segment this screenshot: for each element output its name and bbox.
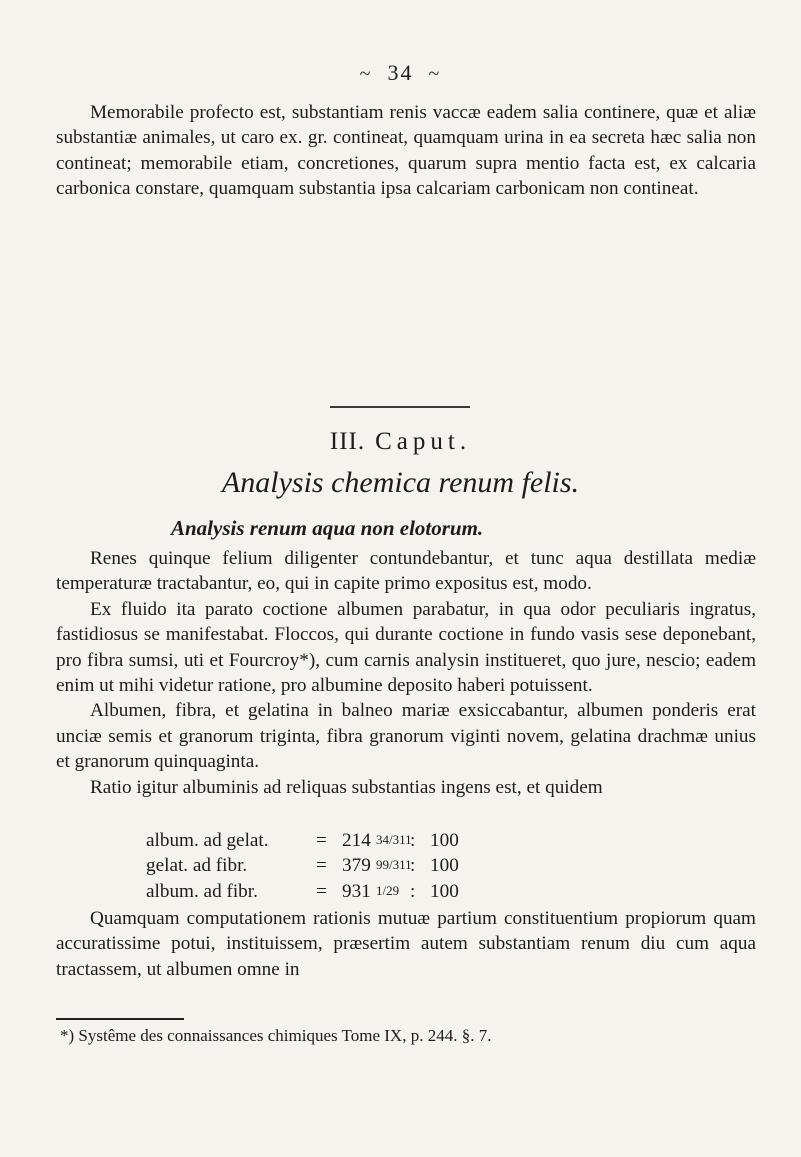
paragraph-6: Quamquam computationem rationis mutuæ partium constituentium propiorum quam accuratissime potui, instituissem, præsertim autem substantiam renum diu cum aqua tractassem, ut albumen omne in bbox=[56, 908, 756, 980]
ratio-table bbox=[146, 828, 459, 904]
section-divider bbox=[330, 406, 470, 408]
chapter-heading bbox=[0, 428, 801, 456]
ornament-right: ~ bbox=[428, 63, 442, 85]
paragraph-memorabile bbox=[56, 100, 756, 202]
chapter-number: III. bbox=[329, 428, 366, 455]
ratio-ref: 100 bbox=[430, 880, 459, 902]
ratio-value: 214 bbox=[342, 830, 371, 851]
ratio-ref: 100 bbox=[430, 830, 459, 851]
ornament-left: ~ bbox=[359, 63, 373, 85]
ratio-colon: : bbox=[410, 880, 416, 902]
ratio-row bbox=[146, 853, 459, 878]
paragraph-5: Ratio igitur albuminis ad reliquas substantias ingens est, et quidem bbox=[90, 776, 603, 798]
main-text-block bbox=[56, 546, 756, 800]
ratio-ref: 100 bbox=[430, 855, 459, 877]
ratio-equals: = bbox=[316, 855, 327, 877]
ratio-value: 379 bbox=[342, 855, 371, 877]
footnote-divider bbox=[56, 1018, 184, 1020]
paragraph-3: Ex fluido ita parato coctione albumen parabatur, in qua odor peculiaris ingratus, fastidiosus se manifestabat. Floccos, qui durante coctione in fundo vasis sese deponebant, pro fibra sumsi, uti et Fourcroy*), cum carnis analysin institueret, quo jure, nescio; eadem enim ut mihi videtur ratione, pro albumine deposito haberi potuissent. bbox=[56, 598, 756, 697]
paragraph-1: Memorabile profecto est, substantiam renis vaccæ eadem salia continere, quæ et aliæ substantiæ animales, ut caro ex. gr. contineat, quamquam urina in ea secreta hæc salia non contineat; memorabile etiam, concretiones, quarum supra mentio facta est, ex calcaria carbonica constare, quamquam substantia ipsa calcariam carbonicam non contineat. bbox=[56, 102, 756, 200]
paragraph-2: Renes quinque felium diligenter contundebantur, et tunc aqua destillata mediæ temperaturæ tractabantur, eo, qui in capite primo expositus est, modo. bbox=[56, 548, 756, 595]
page-number-line bbox=[0, 60, 801, 86]
ratio-label: album. ad gelat. bbox=[146, 830, 269, 851]
ratio-equals: = bbox=[316, 880, 327, 902]
ratio-equals: = bbox=[316, 830, 327, 851]
ratio-label: album. ad fibr. bbox=[146, 880, 258, 902]
chapter-subtitle: Analysis chemica renum felis. bbox=[221, 466, 580, 499]
ratio-value: 931 bbox=[342, 880, 371, 902]
ratio-row bbox=[146, 828, 459, 853]
ratio-colon: : bbox=[410, 830, 416, 851]
ratio-fraction: 34/311 bbox=[376, 832, 412, 847]
page-number: 34 bbox=[387, 60, 414, 85]
paragraph-4: Albumen, fibra, et gelatina in balneo mariæ exsiccabantur, albumen ponderis erat unciæ semis et granorum triginta, fibra granorum viginti novem, gelatina drachmæ unius et granorum quinquaginta. bbox=[56, 700, 756, 773]
chapter-word: Caput. bbox=[375, 428, 472, 455]
ratio-fraction: 99/311 bbox=[376, 857, 412, 873]
ratio-row bbox=[146, 879, 459, 904]
ratio-fraction: 1/29 bbox=[376, 882, 400, 898]
footnote: *) Systême des connaissances chimiques Tome IX, p. 244. §. 7. bbox=[60, 1026, 492, 1045]
ratio-colon: : bbox=[410, 855, 416, 877]
closing-text-block bbox=[56, 906, 756, 982]
ratio-label: gelat. ad fibr. bbox=[146, 855, 248, 877]
section-title: Analysis renum aqua non elotorum. bbox=[171, 516, 484, 540]
